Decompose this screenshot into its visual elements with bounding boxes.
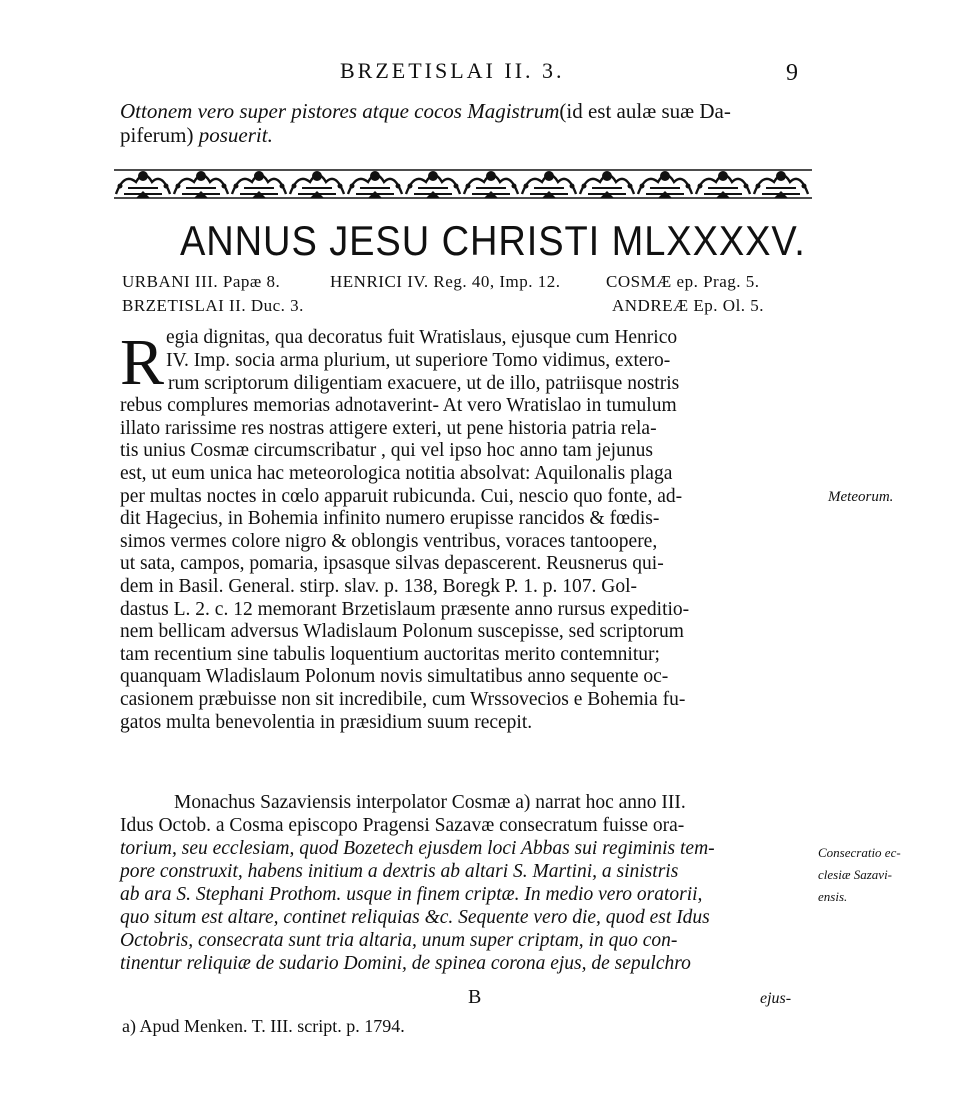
regnal-andreae: ANDREÆ Ep. Ol. 5. xyxy=(612,296,765,315)
regnal-cosmae: COSMÆ ep. Prag. 5. xyxy=(606,272,760,291)
catchword: ejus- xyxy=(760,990,792,1007)
p1-line: rum scriptorum diligentiam exacuere, ut de illo, patriisque nostris xyxy=(168,373,680,394)
p1-line: casionem præbuisse non sit incredibile, cum Wrssovecios e Bohemia fu- xyxy=(120,689,686,710)
p1-line: IV. Imp. socia arma plurium, ut superiore Tomo vidimus, extero- xyxy=(166,350,671,371)
footnote: a) Apud Menken. T. III. script. p. 1794. xyxy=(122,1016,405,1036)
p2-line: Idus Octob. a Cosma episcopo Pragensi Sazavæ consecratum fuisse ora- xyxy=(120,815,685,836)
signature-mark: B xyxy=(468,986,482,1008)
regnal-henrici: HENRICI IV. Reg. 40, Imp. 12. xyxy=(330,272,561,291)
page-number: 9 xyxy=(786,60,798,86)
p1-line: dem in Basil. General. stirp. slav. p. 138, Boregk P. 1. p. 107. Gol- xyxy=(120,576,638,597)
decorative-headpiece-icon xyxy=(114,164,812,202)
running-title: BRZETISLAI II. 3. xyxy=(340,58,565,83)
p1-line: est, ut eum unica hac meteorologica notitia absolvat: Aquilonalis plaga xyxy=(120,463,673,484)
intro-italic-2: posuerit. xyxy=(198,123,273,147)
intro-line-1 xyxy=(120,99,731,123)
p2-line: torium, seu ecclesiam, quod Bozetech ejusdem loci Abbas sui regiminis tem- xyxy=(120,838,715,859)
p1-line: dastus L. 2. c. 12 memorant Brzetislaum præsente anno rursus expeditio- xyxy=(120,599,690,620)
p1-line: per multas noctes in cœlo apparuit rubicunda. Cui, nescio quo fonte, ad- xyxy=(120,486,683,507)
p1-line: ut sata, campos, pomaria, ipsasque silvas depascerent. Reusnerus qui- xyxy=(120,553,664,574)
p1-line: dit Hagecius, in Bohemia infinito numero erupisse rancidos & fœdis- xyxy=(120,508,660,529)
regnal-urbani: URBANI III. Papæ 8. xyxy=(122,272,281,291)
intro-italic-1: Ottonem vero super pistores atque cocos Magistrum xyxy=(120,99,560,123)
p1-line: rebus complures memorias adnotaverint- At vero Wratislao in tumulum xyxy=(120,395,677,416)
p2-line: pore construxit, habens initium a dextris ab altari S. Martini, a sinistris xyxy=(120,861,679,882)
intro-roman-1: (id est aulæ suæ Da- xyxy=(559,99,731,123)
margin-note-consecratio: Consecratio ec- xyxy=(818,845,901,860)
p1-line: quanquam Wladislaum Polonum novis simultatibus anno sequente oc- xyxy=(120,666,669,687)
margin-note-consecratio: ensis. xyxy=(818,889,848,904)
intro-line-2 xyxy=(120,123,273,147)
drop-cap: R xyxy=(120,326,165,399)
p2-line: tinentur reliquiæ de sudario Domini, de spinea corona ejus, de sepulchro xyxy=(120,953,691,974)
year-heading: ANNUS JESU CHRISTI MLXXXXV. xyxy=(180,217,806,264)
p1-line: simos vermes colore nigro & oblongis ventribus, voraces tantoopere, xyxy=(120,531,658,552)
p1-line: tis unius Cosmæ circumscribatur , qui vel ipso hoc anno tam jejunus xyxy=(120,440,653,461)
p1-line: nem bellicam adversus Wladislaum Polonum suscepisse, sed scriptorum xyxy=(120,621,684,642)
intro-roman-2: piferum) xyxy=(120,123,194,147)
p2-line: ab ara S. Stephani Prothom. usque in finem criptæ. In medio vero oratorii, xyxy=(120,884,703,905)
p1-line: tam recentium sine tabulis loquentium auctoritas merito contemnitur; xyxy=(120,644,660,665)
p2-line: quo situm est altare, continet reliquias &c. Sequente vero die, quod est Idus xyxy=(120,907,710,928)
margin-note-consecratio: clesiæ Sazavi- xyxy=(818,867,893,882)
p1-line: illato rarissime res nostras attigere exteri, ut pene historia patria rela- xyxy=(120,418,657,439)
regnal-brzetislai: BRZETISLAI II. Duc. 3. xyxy=(122,296,304,315)
p1-line: gatos multa benevolentia in præsidium suum recepit. xyxy=(120,712,533,733)
p2-line: Monachus Sazaviensis interpolator Cosmæ a) narrat hoc anno III. xyxy=(174,792,686,813)
margin-note-meteorum: Meteorum. xyxy=(828,489,894,505)
p1-line: egia dignitas, qua decoratus fuit Wratislaus, ejusque cum Henrico xyxy=(166,327,678,348)
p2-line: Octobris, consecrata sunt tria altaria, unum super criptam, in quo con- xyxy=(120,930,678,951)
